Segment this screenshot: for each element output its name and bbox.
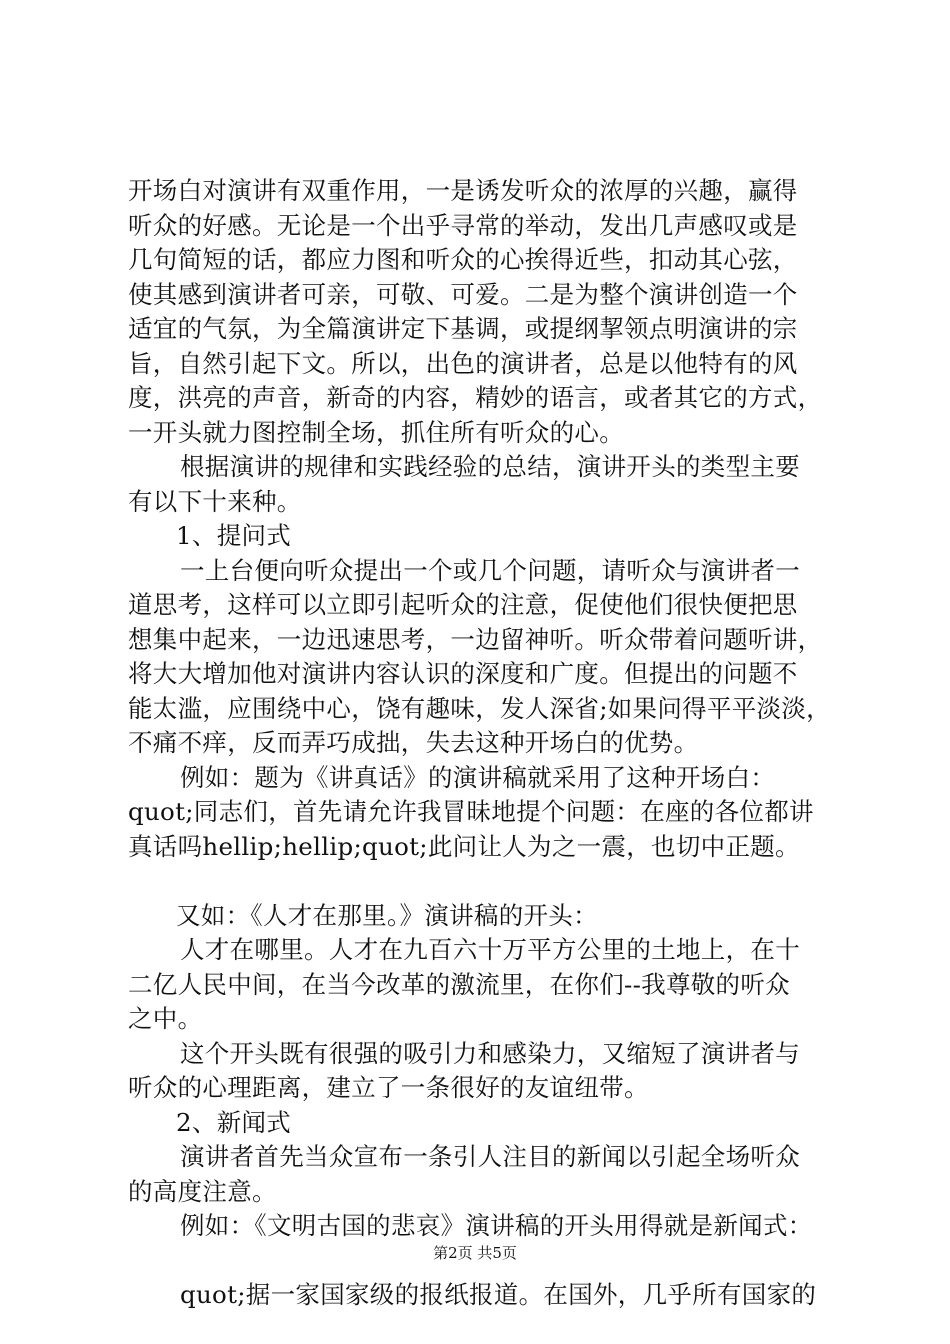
body-line: 的高度注意。 — [128, 1176, 277, 1206]
paragraph-start-line: 例如：《文明古国的悲哀》演讲稿的开头用得就是新闻式： — [180, 1211, 813, 1240]
paragraph-start-line: 根据演讲的规律和实践经验的总结，演讲开头的类型主要 — [180, 452, 800, 481]
body-line: 一开头就力图控制全场，抓住所有听众的心。 — [128, 417, 624, 447]
body-line: 听众的好感。无论是一个出乎寻常的举动，发出几声感叹或是 — [128, 210, 798, 240]
body-line: 不痛不痒，反而弄巧成拙，失去这种开场白的优势。 — [128, 728, 699, 757]
body-line: 适宜的气氛，为全篇演讲定下基调，或提纲挈领点明演讲的宗 — [128, 314, 798, 343]
body-line: 几句简短的话，都应力图和听众的心挨得近些，扣动其心弦， — [128, 245, 798, 274]
body-line: 想集中起来，一边迅速思考，一边留神听。听众带着问题听讲， — [128, 624, 823, 654]
paragraph-start-line: quot;据一家国家级的报纸报道。在国外，几乎所有国家的 — [180, 1280, 817, 1309]
body-line: 二亿人民中间，在当今改革的激流里，在你们--我尊敬的听众 — [128, 969, 790, 999]
blank-line — [128, 864, 828, 899]
section-heading: 1、提问式 — [176, 521, 292, 550]
paragraph-start-line: 这个开头既有很强的吸引力和感染力，又缩短了演讲者与 — [180, 1038, 800, 1068]
body-line: 度，洪亮的声音，新奇的内容，精妙的语言，或者其它的方式， — [128, 383, 823, 412]
body-line: 能太滥，应围绕中心，饶有趣味，发人深省;如果问得平平淡淡， — [128, 693, 831, 723]
paragraph-start-line: 例如：题为《讲真话》的演讲稿就采用了这种开场白： — [180, 762, 776, 792]
body-line: 旨，自然引起下文。所以，出色的演讲者，总是以他特有的风 — [128, 348, 798, 378]
body-line: 之中。 — [128, 1004, 203, 1033]
paragraph-start-line: 人才在哪里。人才在九百六十万平方公里的土地上，在十 — [180, 935, 800, 964]
paragraph-start-line: 演讲者首先当众宣布一条引人注目的新闻以引起全场听众 — [180, 1142, 800, 1171]
paragraph-start-line: 又如：《人才在那里。》演讲稿的开头： — [176, 900, 598, 930]
body-line: 开场白对演讲有双重作用，一是诱发听众的浓厚的兴趣，赢得 — [128, 176, 798, 205]
body-line: 将大大增加他对演讲内容认识的深度和广度。但提出的问题不 — [128, 659, 798, 688]
paragraph-start-line: 一上台便向听众提出一个或几个问题，请听众与演讲者一 — [180, 555, 800, 585]
body-line: 有以下十来种。 — [128, 486, 302, 516]
body-line: quot;同志们，首先请允许我冒昧地提个问题：在座的各位都讲 — [128, 797, 814, 826]
page-number-footer: 第2页 共5页 — [433, 1244, 517, 1262]
document-body — [128, 174, 831, 1313]
section-heading: 2、新闻式 — [176, 1107, 292, 1137]
body-line: 道思考，这样可以立即引起听众的注意，促使他们很快便把思 — [128, 590, 798, 619]
body-line: 真话吗hellip;hellip;quot;此问让人为之一震，也切中正题。 — [128, 831, 800, 861]
body-line: 听众的心理距离，建立了一条很好的友谊纽带。 — [128, 1073, 649, 1102]
body-line: 使其感到演讲者可亲，可敬、可爱。二是为整个演讲创造一个 — [128, 279, 798, 309]
